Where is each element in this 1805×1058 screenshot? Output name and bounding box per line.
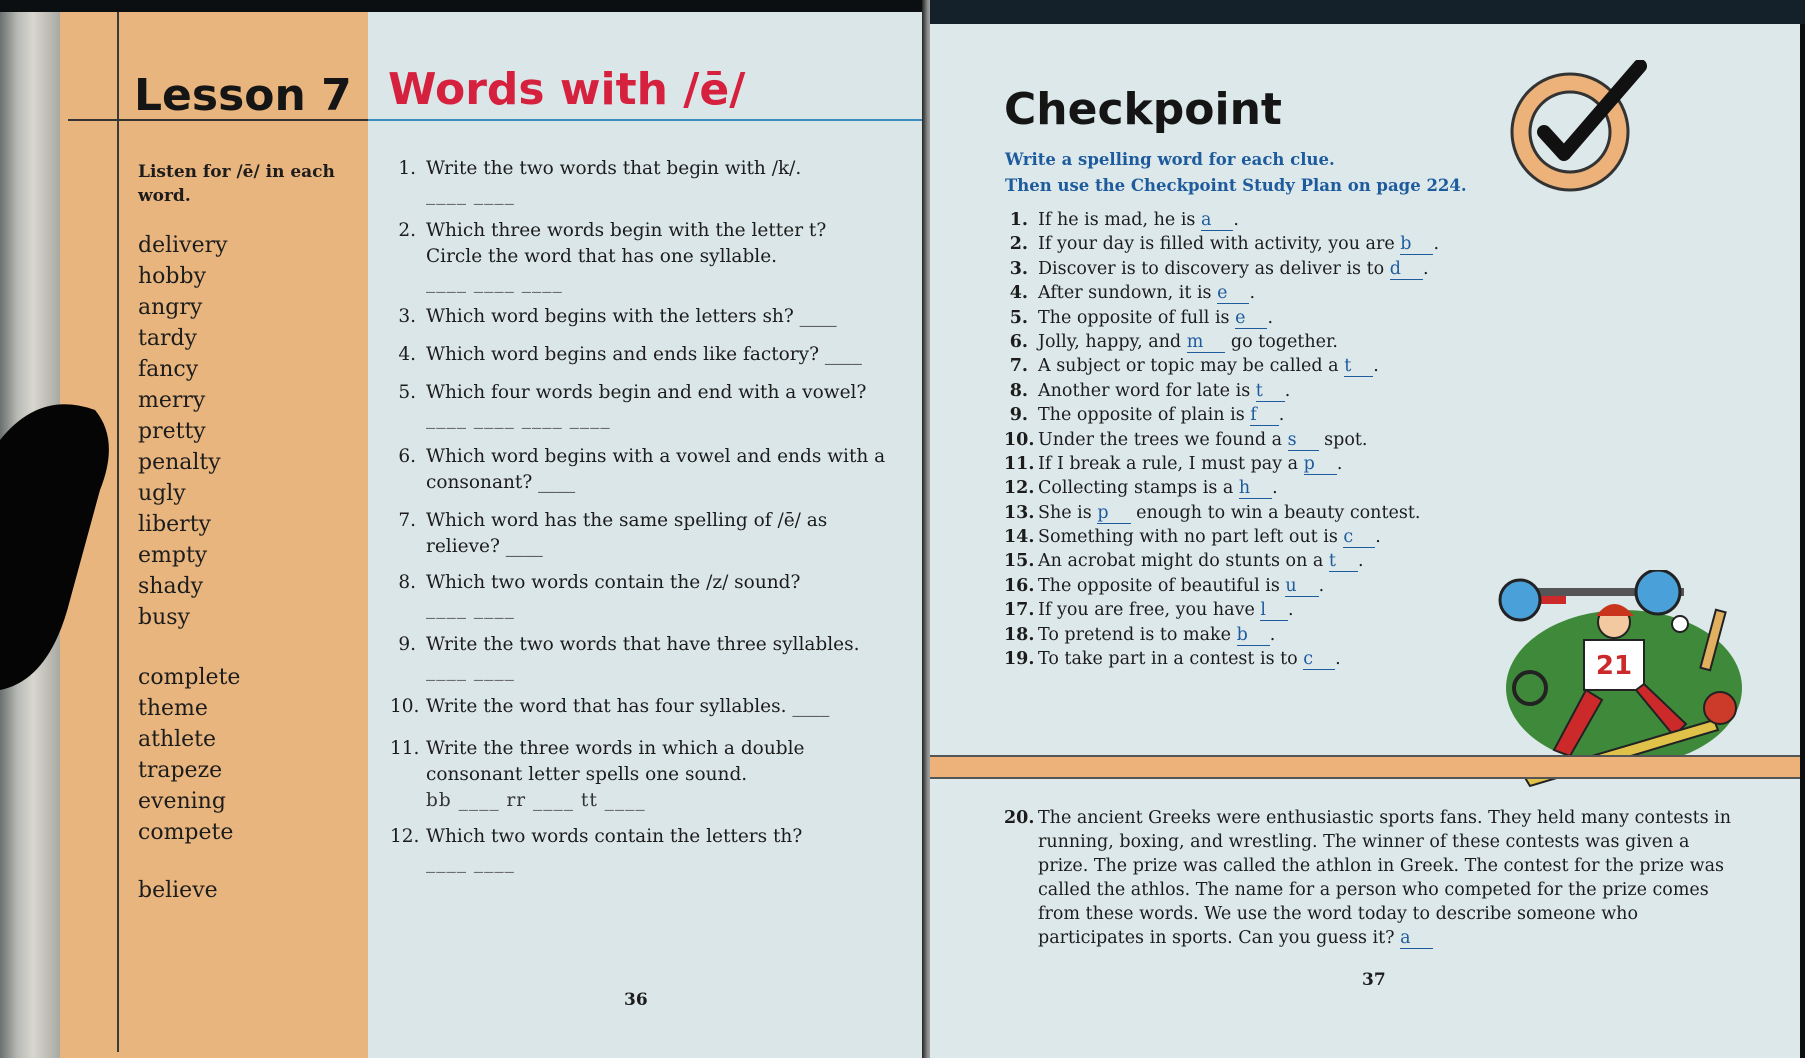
- word-group2-5: compete: [138, 820, 234, 845]
- question-number: 12.: [390, 826, 420, 847]
- clue-pre: Discover is to discovery as deliver is to: [1038, 258, 1390, 279]
- clue-item: [1004, 452, 1439, 476]
- question-number: 11.: [390, 738, 420, 759]
- clue-item: [1004, 428, 1439, 452]
- clue-number: 9.: [1009, 405, 1028, 426]
- clue-pre: After sundown, it is: [1038, 283, 1218, 304]
- thumb-shadow-icon: [0, 400, 115, 690]
- clue-number: 11.: [1004, 453, 1035, 474]
- answer-blank[interactable]: h: [1239, 478, 1272, 499]
- clue-item: [1004, 549, 1439, 573]
- clue-post: .: [1249, 283, 1256, 304]
- clue-post: .: [1269, 624, 1276, 645]
- word-8: ugly: [138, 481, 186, 506]
- word-11: shady: [138, 574, 204, 599]
- section-stripe: [930, 755, 1800, 779]
- clue-text: [1038, 600, 1294, 620]
- clue-text: [1038, 381, 1290, 401]
- checkmark-badge-icon: [1508, 60, 1648, 200]
- question-text-block: [426, 218, 886, 296]
- word-group3-0: believe: [138, 878, 218, 903]
- answer-blank[interactable]: c: [1343, 527, 1375, 548]
- clue-text: [1038, 503, 1420, 523]
- clue-text: [1038, 356, 1379, 376]
- clue-text: [1038, 283, 1255, 303]
- clue-pre: If you are free, you have: [1038, 600, 1261, 621]
- clue-text: [1038, 430, 1367, 450]
- clue-post: .: [1375, 527, 1381, 548]
- answer-blank[interactable]: a: [1201, 210, 1233, 231]
- clue-pre: To take part in a contest is to: [1038, 649, 1304, 670]
- clue-item: [1004, 501, 1439, 525]
- clue-text: [1038, 625, 1275, 645]
- clue-pre: If your day is filled with activity, you are: [1038, 234, 1401, 255]
- question-text: Which two words contain the letters th?: [426, 826, 803, 847]
- clue-item: [1004, 647, 1439, 671]
- clue-text: [1038, 308, 1273, 328]
- column-rule: [117, 12, 119, 1052]
- word-group2-1: theme: [138, 696, 208, 721]
- clue-text: [1038, 649, 1341, 669]
- clue-number: 16.: [1004, 575, 1035, 596]
- question-number: 1.: [398, 158, 416, 179]
- clue-text: [1038, 259, 1429, 279]
- page-number-left: 36: [624, 990, 648, 1010]
- clue-post: .: [1357, 551, 1364, 572]
- question-number: 6.: [398, 446, 416, 467]
- clue-post: .: [1433, 234, 1440, 255]
- question-number: 7.: [398, 510, 416, 531]
- word-5: merry: [138, 388, 206, 413]
- clue-post: .: [1233, 210, 1239, 230]
- answer-blanks[interactable]: ____ ____: [426, 598, 515, 619]
- clue-number: 7.: [1009, 356, 1028, 377]
- clue-text: [1038, 478, 1278, 498]
- clue-item: [1004, 574, 1439, 598]
- clue-number: 1.: [1009, 210, 1028, 230]
- clue-item: [1004, 403, 1439, 427]
- clue-number: 6.: [1009, 331, 1028, 352]
- question-text-block: [426, 444, 886, 496]
- question-text-block: [426, 156, 886, 208]
- question-number: 5.: [398, 382, 416, 403]
- question-number: 9.: [398, 634, 416, 655]
- clue-post: .: [1318, 575, 1325, 596]
- clue-number: 18.: [1004, 624, 1035, 645]
- clue-number: 17.: [1004, 600, 1035, 621]
- answer-blanks[interactable]: ____ ____: [426, 660, 515, 681]
- answer-blank[interactable]: l: [1260, 600, 1288, 621]
- clue-number: 8.: [1009, 380, 1028, 401]
- word-10: empty: [138, 543, 208, 568]
- answer-blank[interactable]: s: [1288, 430, 1319, 451]
- clue-post: go together.: [1225, 331, 1338, 352]
- answer-blank[interactable]: m: [1187, 332, 1226, 353]
- clue-item: [1004, 306, 1439, 330]
- clue-text: [1038, 576, 1324, 596]
- word-group2-0: complete: [138, 665, 241, 690]
- checkpoint-title: Checkpoint: [1004, 84, 1282, 135]
- answer-blank[interactable]: e: [1235, 308, 1267, 329]
- word-4: fancy: [138, 357, 199, 382]
- clue-post: .: [1284, 380, 1291, 401]
- question-number: 3.: [398, 306, 416, 327]
- clue-pre: The opposite of plain is: [1038, 405, 1251, 426]
- question-text: Write the two words that begin with /k/.: [426, 158, 802, 179]
- clue-post: .: [1336, 453, 1343, 474]
- question-text: Write the three words in which a double consonant letter spells one sound.: [426, 738, 805, 785]
- question-text: Write the two words that have three syllables.: [426, 634, 860, 655]
- clue-post: enough to win a beauty contest.: [1130, 502, 1421, 523]
- background-top: [930, 0, 1805, 24]
- clue-post: .: [1335, 649, 1341, 670]
- answer-blank[interactable]: f: [1250, 405, 1278, 426]
- question-text-block: [426, 304, 886, 330]
- clue-post: .: [1278, 405, 1285, 426]
- clue-item: [1004, 354, 1439, 378]
- word-3: tardy: [138, 326, 197, 351]
- clue-text: [1038, 210, 1239, 230]
- answer-blank[interactable]: t: [1344, 356, 1373, 377]
- answer-blanks[interactable]: ____ ____: [426, 852, 515, 873]
- clue-pre: The opposite of full is: [1038, 307, 1236, 328]
- answer-blanks[interactable]: ____ ____: [426, 184, 515, 205]
- clue-pre: Something with no part left out is: [1038, 527, 1344, 548]
- question-number: 10.: [390, 696, 420, 717]
- clue-pre: Collecting stamps is a: [1038, 478, 1239, 499]
- answer-blank[interactable]: p: [1304, 454, 1337, 475]
- answer-blank[interactable]: b: [1237, 625, 1270, 646]
- answer-blanks[interactable]: ____ ____ ____: [426, 272, 563, 293]
- question-20-number: 20.: [1004, 808, 1035, 828]
- spelling-word-list: [138, 230, 228, 633]
- question-text-block: [426, 570, 886, 622]
- question-text-block: [426, 694, 886, 720]
- question-text: Which word has the same spelling of /ē/ as relieve? ____: [426, 510, 828, 557]
- clue-item: [1004, 257, 1439, 281]
- word-9: liberty: [138, 512, 211, 537]
- word-0: delivery: [138, 233, 228, 258]
- word-12: busy: [138, 605, 190, 630]
- clue-list: [1004, 208, 1439, 671]
- question-20-text: [1038, 806, 1738, 950]
- answer-blank[interactable]: e: [1217, 283, 1249, 304]
- clue-text: [1038, 527, 1381, 547]
- clue-text: [1038, 454, 1342, 474]
- word-7: penalty: [138, 450, 221, 475]
- clue-pre: If I break a rule, I must pay a: [1038, 453, 1304, 474]
- clue-post: .: [1422, 258, 1429, 279]
- spelling-word-list-3: [138, 878, 218, 903]
- page-number-right: 37: [1362, 970, 1386, 990]
- question-number: 2.: [398, 220, 416, 241]
- clue-text: [1038, 551, 1364, 571]
- answer-blank[interactable]: u: [1285, 576, 1318, 597]
- word-group2-2: athlete: [138, 727, 217, 752]
- clue-number: 2.: [1009, 234, 1028, 255]
- answer-blank[interactable]: d: [1390, 259, 1423, 280]
- question-20-body: The ancient Greeks were enthusiastic sports fans. They held many contests in running, boxing, and wrestling. The winner of these contests was given a prize. The prize was called the athlon in Greek. The contest for the prize was called the athlos. The name for a person who competed for the prize comes from these words. We use the word today to describe someone who participates in sports. Can you guess it?: [1038, 808, 1732, 948]
- clue-item: [1004, 525, 1439, 549]
- clue-item: [1004, 623, 1439, 647]
- clue-item: [1004, 232, 1439, 256]
- clue-pre: To pretend is to make: [1038, 624, 1237, 645]
- clue-post: .: [1373, 356, 1379, 377]
- answer-blank[interactable]: t: [1256, 381, 1285, 402]
- clue-pre: The opposite of beautiful is: [1038, 575, 1286, 596]
- instruction-line-2: Then use the Checkpoint Study Plan on page 224.: [1005, 176, 1467, 195]
- clue-number: 5.: [1009, 307, 1028, 328]
- clue-pre: If he is mad, he is: [1038, 210, 1201, 230]
- clue-item: [1004, 330, 1439, 354]
- clue-item: [1004, 598, 1439, 622]
- question-text: Which word begins with the letters sh? ____: [426, 306, 837, 327]
- question-text: Which four words begin and end with a vowel?: [426, 382, 867, 403]
- clue-pre: Jolly, happy, and: [1038, 331, 1187, 352]
- clue-number: 3.: [1009, 258, 1028, 279]
- clue-number: 15.: [1004, 551, 1035, 572]
- clue-number: 12.: [1004, 478, 1035, 499]
- clue-text: [1038, 405, 1284, 425]
- clue-number: 13.: [1004, 502, 1035, 523]
- lesson-number: Lesson 7: [134, 70, 352, 121]
- clue-item: [1004, 208, 1439, 232]
- word-2: angry: [138, 295, 203, 320]
- clue-post: .: [1287, 600, 1294, 621]
- question-text: Which two words contain the /z/ sound?: [426, 572, 801, 593]
- listen-instruction: Listen for /ē/ in each word.: [138, 162, 335, 206]
- clue-number: 10.: [1004, 429, 1035, 450]
- spelling-word-list-2: [138, 662, 240, 848]
- jersey-number: 21: [1595, 651, 1633, 681]
- question-text-block: [426, 508, 886, 560]
- instruction-line-1: Write a spelling word for each clue.: [1005, 150, 1335, 169]
- question-text: Which word begins with a vowel and ends with a consonant? ____: [426, 446, 886, 493]
- word-6: pretty: [138, 419, 206, 444]
- clue-text: [1038, 332, 1338, 352]
- question-text-block: [426, 824, 886, 876]
- clue-text: [1038, 234, 1439, 254]
- word-1: hobby: [138, 264, 207, 289]
- question-number: 4.: [398, 344, 416, 365]
- checkpoint-instructions: [1005, 147, 1467, 199]
- clue-pre: She is: [1038, 502, 1098, 523]
- question-text-block: [426, 736, 886, 814]
- answer-blanks[interactable]: bb ____ rr ____ tt ____: [426, 790, 646, 811]
- clue-pre: Another word for late is: [1038, 380, 1256, 401]
- word-group2-4: evening: [138, 789, 226, 814]
- clue-number: 4.: [1009, 283, 1028, 304]
- clue-post: .: [1272, 478, 1278, 499]
- clue-item: [1004, 379, 1439, 403]
- question-text: Which three words begin with the letter t? Circle the word that has one syllable.: [426, 220, 827, 267]
- answer-blank: a: [1400, 928, 1432, 949]
- clue-post: spot.: [1318, 429, 1368, 450]
- clue-pre: An acrobat might do stunts on a: [1038, 551, 1329, 572]
- question-text-block: [426, 380, 886, 432]
- answer-blank[interactable]: p: [1097, 503, 1130, 524]
- answer-blank[interactable]: c: [1303, 649, 1335, 670]
- clue-number: 19.: [1004, 649, 1035, 670]
- clue-post: .: [1267, 307, 1274, 328]
- clue-pre: Under the trees we found a: [1038, 429, 1288, 450]
- clue-number: 14.: [1004, 527, 1035, 548]
- question-text-block: [426, 632, 886, 684]
- answer-blank[interactable]: t: [1329, 551, 1358, 572]
- clue-item: [1004, 281, 1439, 305]
- question-text: Write the word that has four syllables. ____: [426, 696, 830, 717]
- answer-blank[interactable]: b: [1400, 234, 1433, 255]
- answer-blanks[interactable]: ____ ____ ____ ____: [426, 408, 611, 429]
- clue-item: [1004, 476, 1439, 500]
- question-number: 8.: [398, 572, 416, 593]
- clue-pre: A subject or topic may be called a: [1038, 356, 1345, 377]
- word-group2-3: trapeze: [138, 758, 223, 783]
- lesson-title: Words with /ē/: [388, 64, 746, 115]
- question-text: Which word begins and ends like factory? ____: [426, 344, 862, 365]
- question-text-block: [426, 342, 886, 368]
